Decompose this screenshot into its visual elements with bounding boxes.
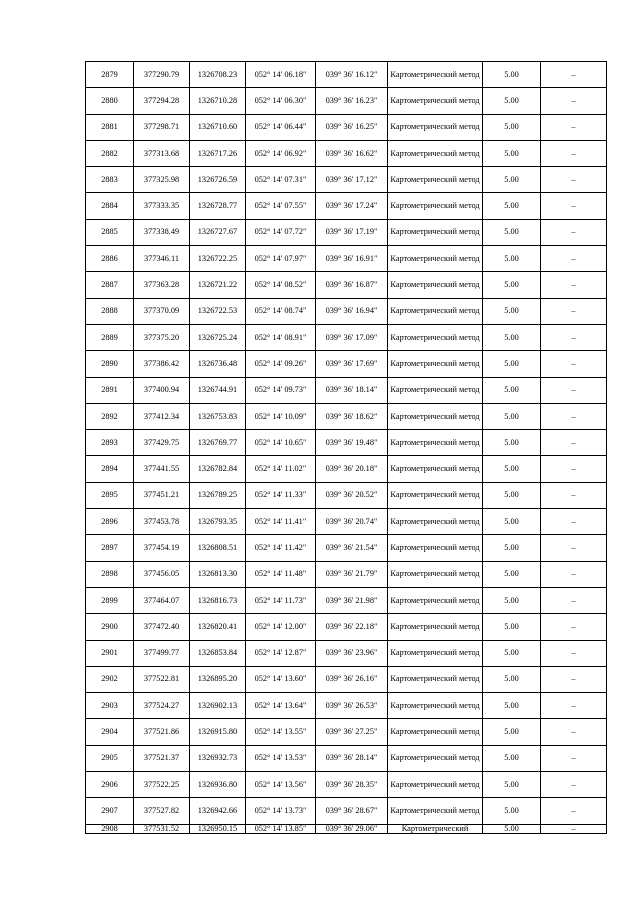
longitude-cell: 039° 36' 16.12" xyxy=(316,62,388,88)
x-coordinate-cell: 377451.21 xyxy=(134,482,190,508)
y-coordinate-cell: 1326769.77 xyxy=(190,430,246,456)
point-number-cell: 2883 xyxy=(86,167,134,193)
table-row xyxy=(86,403,607,429)
table-row xyxy=(86,351,607,377)
latitude-cell: 052° 14' 11.48" xyxy=(246,561,316,587)
note-cell: – xyxy=(541,535,607,561)
note-cell: – xyxy=(541,219,607,245)
table-row xyxy=(86,114,607,140)
method-cell: Картометрический метод xyxy=(388,324,483,350)
accuracy-cell: 5.00 xyxy=(483,430,541,456)
point-number-cell: 2899 xyxy=(86,587,134,613)
x-coordinate-cell: 377456.05 xyxy=(134,561,190,587)
note-cell: – xyxy=(541,798,607,824)
method-cell: Картометрический метод xyxy=(388,114,483,140)
note-cell: – xyxy=(541,193,607,219)
longitude-cell: 039° 36' 22.18" xyxy=(316,614,388,640)
latitude-cell: 052° 14' 07.31" xyxy=(246,167,316,193)
x-coordinate-cell: 377290.79 xyxy=(134,62,190,88)
latitude-cell: 052° 14' 06.30" xyxy=(246,88,316,114)
longitude-cell: 039° 36' 21.79" xyxy=(316,561,388,587)
x-coordinate-cell: 377464.07 xyxy=(134,587,190,613)
latitude-cell: 052° 14' 13.64" xyxy=(246,693,316,719)
x-coordinate-cell: 377370.09 xyxy=(134,298,190,324)
point-number-cell: 2907 xyxy=(86,798,134,824)
method-cell: Картометрический метод xyxy=(388,561,483,587)
accuracy-cell: 5.00 xyxy=(483,246,541,272)
method-cell: Картометрический метод xyxy=(388,614,483,640)
note-cell: – xyxy=(541,403,607,429)
point-number-cell: 2908 xyxy=(86,824,134,833)
accuracy-cell: 5.00 xyxy=(483,614,541,640)
coordinates-table-body xyxy=(86,62,607,834)
method-cell: Картометрический метод xyxy=(388,772,483,798)
y-coordinate-cell: 1326717.26 xyxy=(190,140,246,166)
y-coordinate-cell: 1326793.35 xyxy=(190,509,246,535)
longitude-cell: 039° 36' 17.24" xyxy=(316,193,388,219)
note-cell: – xyxy=(541,561,607,587)
table-row xyxy=(86,193,607,219)
point-number-cell: 2880 xyxy=(86,88,134,114)
point-number-cell: 2893 xyxy=(86,430,134,456)
x-coordinate-cell: 377313.68 xyxy=(134,140,190,166)
table-row xyxy=(86,509,607,535)
x-coordinate-cell: 377524.27 xyxy=(134,693,190,719)
longitude-cell: 039° 36' 28.35" xyxy=(316,772,388,798)
y-coordinate-cell: 1326708.23 xyxy=(190,62,246,88)
accuracy-cell: 5.00 xyxy=(483,693,541,719)
x-coordinate-cell: 377454.19 xyxy=(134,535,190,561)
longitude-cell: 039° 36' 29.06" xyxy=(316,824,388,833)
y-coordinate-cell: 1326936.80 xyxy=(190,772,246,798)
accuracy-cell: 5.00 xyxy=(483,535,541,561)
accuracy-cell: 5.00 xyxy=(483,272,541,298)
table-row xyxy=(86,456,607,482)
accuracy-cell: 5.00 xyxy=(483,114,541,140)
method-cell: Картометрический метод xyxy=(388,509,483,535)
method-cell: Картометрический метод xyxy=(388,246,483,272)
method-cell: Картометрический метод xyxy=(388,719,483,745)
point-number-cell: 2882 xyxy=(86,140,134,166)
y-coordinate-cell: 1326902.13 xyxy=(190,693,246,719)
latitude-cell: 052° 14' 07.97" xyxy=(246,246,316,272)
table-row xyxy=(86,482,607,508)
note-cell: – xyxy=(541,509,607,535)
latitude-cell: 052° 14' 10.09" xyxy=(246,403,316,429)
y-coordinate-cell: 1326942.66 xyxy=(190,798,246,824)
table-row xyxy=(86,535,607,561)
longitude-cell: 039° 36' 18.62" xyxy=(316,403,388,429)
note-cell: – xyxy=(541,456,607,482)
point-number-cell: 2891 xyxy=(86,377,134,403)
longitude-cell: 039° 36' 26.53" xyxy=(316,693,388,719)
y-coordinate-cell: 1326727.67 xyxy=(190,219,246,245)
latitude-cell: 052° 14' 11.41" xyxy=(246,509,316,535)
latitude-cell: 052° 14' 13.56" xyxy=(246,772,316,798)
accuracy-cell: 5.00 xyxy=(483,772,541,798)
point-number-cell: 2902 xyxy=(86,666,134,692)
y-coordinate-cell: 1326744.91 xyxy=(190,377,246,403)
accuracy-cell: 5.00 xyxy=(483,167,541,193)
point-number-cell: 2890 xyxy=(86,351,134,377)
note-cell: – xyxy=(541,587,607,613)
table-row xyxy=(86,88,607,114)
point-number-cell: 2904 xyxy=(86,719,134,745)
latitude-cell: 052° 14' 13.55" xyxy=(246,719,316,745)
table-row xyxy=(86,561,607,587)
x-coordinate-cell: 377338.49 xyxy=(134,219,190,245)
y-coordinate-cell: 1326710.60 xyxy=(190,114,246,140)
method-cell: Картометрический метод xyxy=(388,167,483,193)
method-cell: Картометрический метод xyxy=(388,430,483,456)
method-cell: Картометрический метод xyxy=(388,62,483,88)
accuracy-cell: 5.00 xyxy=(483,666,541,692)
longitude-cell: 039° 36' 21.54" xyxy=(316,535,388,561)
y-coordinate-cell: 1326813.30 xyxy=(190,561,246,587)
latitude-cell: 052° 14' 13.53" xyxy=(246,745,316,771)
y-coordinate-cell: 1326722.25 xyxy=(190,246,246,272)
point-number-cell: 2900 xyxy=(86,614,134,640)
accuracy-cell: 5.00 xyxy=(483,403,541,429)
y-coordinate-cell: 1326895.20 xyxy=(190,666,246,692)
note-cell: – xyxy=(541,772,607,798)
method-cell: Картометрический метод xyxy=(388,798,483,824)
note-cell: – xyxy=(541,614,607,640)
accuracy-cell: 5.00 xyxy=(483,219,541,245)
note-cell: – xyxy=(541,246,607,272)
accuracy-cell: 5.00 xyxy=(483,509,541,535)
note-cell: – xyxy=(541,640,607,666)
longitude-cell: 039° 36' 19.48" xyxy=(316,430,388,456)
longitude-cell: 039° 36' 20.18" xyxy=(316,456,388,482)
coordinates-table xyxy=(85,61,607,834)
y-coordinate-cell: 1326710.28 xyxy=(190,88,246,114)
latitude-cell: 052° 14' 11.02" xyxy=(246,456,316,482)
point-number-cell: 2896 xyxy=(86,509,134,535)
x-coordinate-cell: 377375.20 xyxy=(134,324,190,350)
accuracy-cell: 5.00 xyxy=(483,140,541,166)
note-cell: – xyxy=(541,88,607,114)
latitude-cell: 052° 14' 08.91" xyxy=(246,324,316,350)
method-cell: Картометрический метод xyxy=(388,140,483,166)
x-coordinate-cell: 377522.81 xyxy=(134,666,190,692)
method-cell: Картометрический метод xyxy=(388,745,483,771)
method-cell: Картометрический метод xyxy=(388,403,483,429)
note-cell: – xyxy=(541,824,607,833)
y-coordinate-cell: 1326915.80 xyxy=(190,719,246,745)
x-coordinate-cell: 377294.28 xyxy=(134,88,190,114)
latitude-cell: 052° 14' 11.42" xyxy=(246,535,316,561)
x-coordinate-cell: 377499.77 xyxy=(134,640,190,666)
latitude-cell: 052° 14' 09.26" xyxy=(246,351,316,377)
point-number-cell: 2892 xyxy=(86,403,134,429)
y-coordinate-cell: 1326808.51 xyxy=(190,535,246,561)
longitude-cell: 039° 36' 28.67" xyxy=(316,798,388,824)
table-row xyxy=(86,666,607,692)
note-cell: – xyxy=(541,745,607,771)
x-coordinate-cell: 377527.82 xyxy=(134,798,190,824)
point-number-cell: 2895 xyxy=(86,482,134,508)
point-number-cell: 2903 xyxy=(86,693,134,719)
latitude-cell: 052° 14' 10.65" xyxy=(246,430,316,456)
table-row xyxy=(86,430,607,456)
latitude-cell: 052° 14' 13.85" xyxy=(246,824,316,833)
latitude-cell: 052° 14' 12.00" xyxy=(246,614,316,640)
accuracy-cell: 5.00 xyxy=(483,745,541,771)
x-coordinate-cell: 377441.55 xyxy=(134,456,190,482)
point-number-cell: 2879 xyxy=(86,62,134,88)
method-cell: Картометрический метод xyxy=(388,640,483,666)
latitude-cell: 052° 14' 06.44" xyxy=(246,114,316,140)
table-row xyxy=(86,167,607,193)
x-coordinate-cell: 377298.71 xyxy=(134,114,190,140)
method-cell: Картометрический метод xyxy=(388,535,483,561)
accuracy-cell: 5.00 xyxy=(483,640,541,666)
longitude-cell: 039° 36' 16.25" xyxy=(316,114,388,140)
accuracy-cell: 5.00 xyxy=(483,351,541,377)
table-row xyxy=(86,824,607,833)
table-row xyxy=(86,614,607,640)
method-cell: Картометрический метод xyxy=(388,298,483,324)
table-row xyxy=(86,298,607,324)
table-row xyxy=(86,246,607,272)
note-cell: – xyxy=(541,377,607,403)
y-coordinate-cell: 1326722.53 xyxy=(190,298,246,324)
y-coordinate-cell: 1326753.83 xyxy=(190,403,246,429)
table-row xyxy=(86,772,607,798)
y-coordinate-cell: 1326721.22 xyxy=(190,272,246,298)
x-coordinate-cell: 377386.42 xyxy=(134,351,190,377)
accuracy-cell: 5.00 xyxy=(483,377,541,403)
x-coordinate-cell: 377531.52 xyxy=(134,824,190,833)
y-coordinate-cell: 1326728.77 xyxy=(190,193,246,219)
longitude-cell: 039° 36' 16.91" xyxy=(316,246,388,272)
x-coordinate-cell: 377400.94 xyxy=(134,377,190,403)
y-coordinate-cell: 1326820.41 xyxy=(190,614,246,640)
table-row xyxy=(86,745,607,771)
accuracy-cell: 5.00 xyxy=(483,456,541,482)
method-cell: Картометрический метод xyxy=(388,351,483,377)
point-number-cell: 2897 xyxy=(86,535,134,561)
x-coordinate-cell: 377363.28 xyxy=(134,272,190,298)
accuracy-cell: 5.00 xyxy=(483,482,541,508)
latitude-cell: 052° 14' 08.74" xyxy=(246,298,316,324)
latitude-cell: 052° 14' 12.87" xyxy=(246,640,316,666)
table-row xyxy=(86,272,607,298)
accuracy-cell: 5.00 xyxy=(483,587,541,613)
note-cell: – xyxy=(541,719,607,745)
latitude-cell: 052° 14' 11.33" xyxy=(246,482,316,508)
latitude-cell: 052° 14' 06.92" xyxy=(246,140,316,166)
table-row xyxy=(86,219,607,245)
accuracy-cell: 5.00 xyxy=(483,798,541,824)
x-coordinate-cell: 377429.75 xyxy=(134,430,190,456)
point-number-cell: 2905 xyxy=(86,745,134,771)
y-coordinate-cell: 1326782.84 xyxy=(190,456,246,482)
latitude-cell: 052° 14' 13.73" xyxy=(246,798,316,824)
longitude-cell: 039° 36' 18.14" xyxy=(316,377,388,403)
table-row xyxy=(86,587,607,613)
note-cell: – xyxy=(541,324,607,350)
y-coordinate-cell: 1326725.24 xyxy=(190,324,246,350)
longitude-cell: 039° 36' 17.19" xyxy=(316,219,388,245)
table-row xyxy=(86,719,607,745)
x-coordinate-cell: 377412.34 xyxy=(134,403,190,429)
note-cell: – xyxy=(541,298,607,324)
y-coordinate-cell: 1326853.84 xyxy=(190,640,246,666)
y-coordinate-cell: 1326726.59 xyxy=(190,167,246,193)
longitude-cell: 039° 36' 21.98" xyxy=(316,587,388,613)
method-cell: Картометрический метод xyxy=(388,456,483,482)
point-number-cell: 2884 xyxy=(86,193,134,219)
table-row xyxy=(86,693,607,719)
x-coordinate-cell: 377522.25 xyxy=(134,772,190,798)
longitude-cell: 039° 36' 17.09" xyxy=(316,324,388,350)
table-row xyxy=(86,324,607,350)
note-cell: – xyxy=(541,482,607,508)
accuracy-cell: 5.00 xyxy=(483,88,541,114)
latitude-cell: 052° 14' 11.73" xyxy=(246,587,316,613)
method-cell: Картометрический метод xyxy=(388,219,483,245)
latitude-cell: 052° 14' 13.60" xyxy=(246,666,316,692)
note-cell: – xyxy=(541,140,607,166)
table-row xyxy=(86,798,607,824)
method-cell: Картометрический метод xyxy=(388,482,483,508)
point-number-cell: 2898 xyxy=(86,561,134,587)
method-cell: Картометрический метод xyxy=(388,377,483,403)
point-number-cell: 2886 xyxy=(86,246,134,272)
latitude-cell: 052° 14' 09.73" xyxy=(246,377,316,403)
point-number-cell: 2901 xyxy=(86,640,134,666)
y-coordinate-cell: 1326789.25 xyxy=(190,482,246,508)
point-number-cell: 2885 xyxy=(86,219,134,245)
y-coordinate-cell: 1326736.48 xyxy=(190,351,246,377)
note-cell: – xyxy=(541,167,607,193)
x-coordinate-cell: 377325.98 xyxy=(134,167,190,193)
longitude-cell: 039° 36' 16.94" xyxy=(316,298,388,324)
accuracy-cell: 5.00 xyxy=(483,324,541,350)
method-cell: Картометрический метод xyxy=(388,272,483,298)
longitude-cell: 039° 36' 20.52" xyxy=(316,482,388,508)
note-cell: – xyxy=(541,666,607,692)
table-row xyxy=(86,640,607,666)
method-cell: Картометрический xyxy=(388,824,483,833)
note-cell: – xyxy=(541,62,607,88)
accuracy-cell: 5.00 xyxy=(483,62,541,88)
y-coordinate-cell: 1326816.73 xyxy=(190,587,246,613)
x-coordinate-cell: 377453.78 xyxy=(134,509,190,535)
longitude-cell: 039° 36' 17.69" xyxy=(316,351,388,377)
longitude-cell: 039° 36' 28.14" xyxy=(316,745,388,771)
x-coordinate-cell: 377472.40 xyxy=(134,614,190,640)
x-coordinate-cell: 377521.86 xyxy=(134,719,190,745)
point-number-cell: 2887 xyxy=(86,272,134,298)
note-cell: – xyxy=(541,272,607,298)
latitude-cell: 052° 14' 07.72" xyxy=(246,219,316,245)
accuracy-cell: 5.00 xyxy=(483,719,541,745)
method-cell: Картометрический метод xyxy=(388,587,483,613)
table-row xyxy=(86,377,607,403)
method-cell: Картометрический метод xyxy=(388,666,483,692)
latitude-cell: 052° 14' 07.55" xyxy=(246,193,316,219)
x-coordinate-cell: 377521.37 xyxy=(134,745,190,771)
note-cell: – xyxy=(541,693,607,719)
note-cell: – xyxy=(541,114,607,140)
longitude-cell: 039° 36' 26.16" xyxy=(316,666,388,692)
point-number-cell: 2906 xyxy=(86,772,134,798)
point-number-cell: 2881 xyxy=(86,114,134,140)
x-coordinate-cell: 377346.11 xyxy=(134,246,190,272)
longitude-cell: 039° 36' 16.62" xyxy=(316,140,388,166)
table-row xyxy=(86,140,607,166)
longitude-cell: 039° 36' 17.12" xyxy=(316,167,388,193)
y-coordinate-cell: 1326950.15 xyxy=(190,824,246,833)
note-cell: – xyxy=(541,351,607,377)
accuracy-cell: 5.00 xyxy=(483,298,541,324)
y-coordinate-cell: 1326932.73 xyxy=(190,745,246,771)
latitude-cell: 052° 14' 06.18" xyxy=(246,62,316,88)
point-number-cell: 2888 xyxy=(86,298,134,324)
x-coordinate-cell: 377333.35 xyxy=(134,193,190,219)
table-row xyxy=(86,62,607,88)
longitude-cell: 039° 36' 16.23" xyxy=(316,88,388,114)
longitude-cell: 039° 36' 16.87" xyxy=(316,272,388,298)
point-number-cell: 2889 xyxy=(86,324,134,350)
accuracy-cell: 5.00 xyxy=(483,561,541,587)
point-number-cell: 2894 xyxy=(86,456,134,482)
method-cell: Картометрический метод xyxy=(388,193,483,219)
longitude-cell: 039° 36' 27.25" xyxy=(316,719,388,745)
accuracy-cell: 5.00 xyxy=(483,824,541,833)
latitude-cell: 052° 14' 08.52" xyxy=(246,272,316,298)
note-cell: – xyxy=(541,430,607,456)
method-cell: Картометрический метод xyxy=(388,88,483,114)
longitude-cell: 039° 36' 23.96" xyxy=(316,640,388,666)
method-cell: Картометрический метод xyxy=(388,693,483,719)
accuracy-cell: 5.00 xyxy=(483,193,541,219)
longitude-cell: 039° 36' 20.74" xyxy=(316,509,388,535)
